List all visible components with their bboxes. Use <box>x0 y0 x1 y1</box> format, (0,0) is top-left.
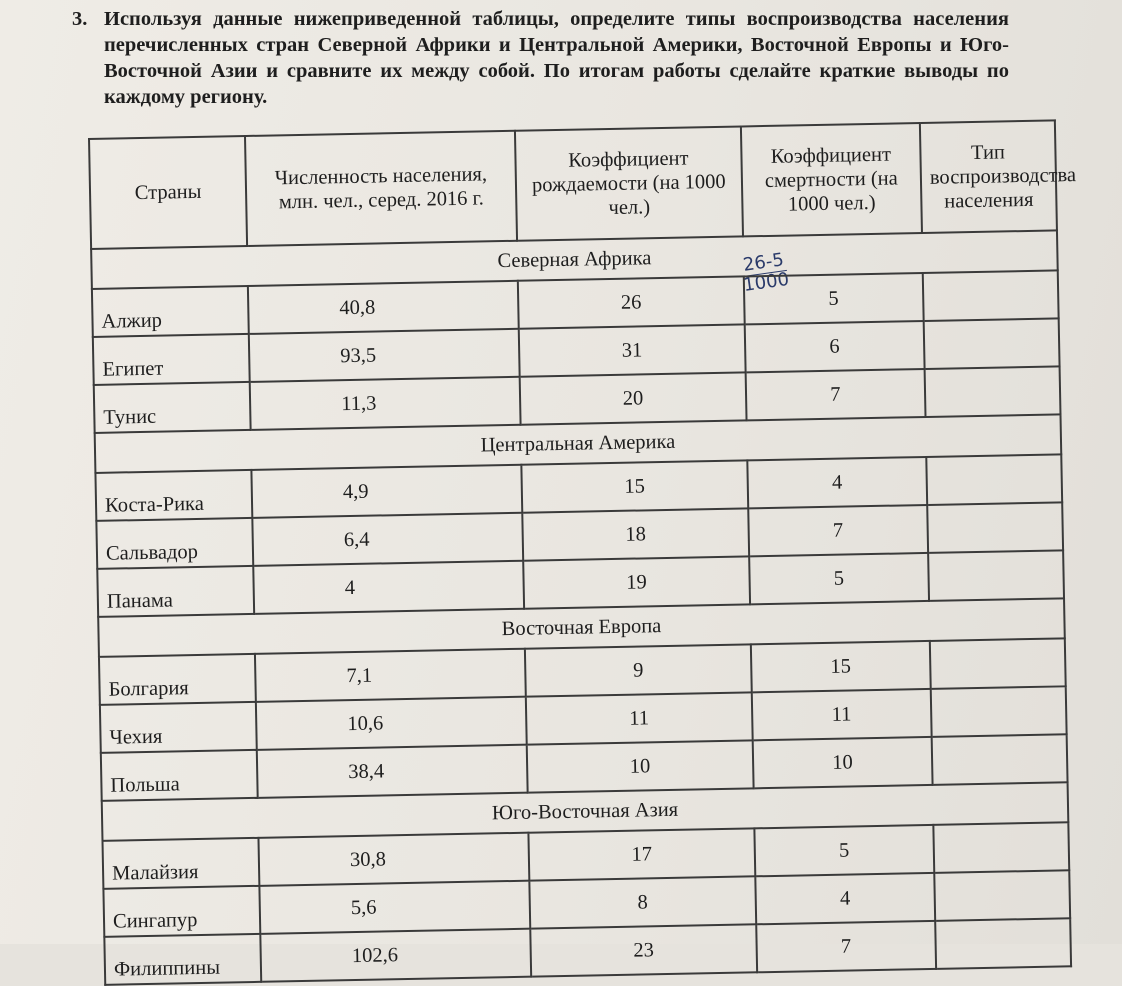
population-cell: 93,5 <box>249 329 520 382</box>
death-rate-cell: 15 <box>751 641 931 692</box>
header-row <box>89 120 1057 249</box>
population-cell: 30,8 <box>259 833 530 886</box>
region-heading: Юго-Восточная Азия <box>102 782 1069 841</box>
reproduction-type-cell <box>925 366 1061 417</box>
birth-rate-cell: 9 <box>525 644 752 696</box>
birth-rate-cell: 10 <box>527 740 754 792</box>
birth-rate-cell: 26 <box>518 276 745 328</box>
task-block <box>72 6 1009 110</box>
death-rate-cell: 11 <box>751 689 931 740</box>
reproduction-type-cell <box>931 686 1067 737</box>
death-rate-cell: 5 <box>754 825 934 876</box>
region-heading: Северная Африка <box>91 230 1058 289</box>
country-cell: Филиппины <box>104 934 261 985</box>
reproduction-type-cell <box>930 638 1066 689</box>
birth-rate-cell: 20 <box>520 372 747 424</box>
header-birth-rate: Коэффициент рождаемости (на 1000 чел.) <box>515 126 743 240</box>
region-heading: Центральная Америка <box>95 414 1062 473</box>
header-reproduction-type: Тип воспроизводства населения <box>920 120 1057 233</box>
country-cell: Польша <box>101 750 258 801</box>
birth-rate-cell: 23 <box>530 924 757 976</box>
death-rate-cell: 4 <box>747 457 927 508</box>
note-numerator: 26-5 <box>741 249 786 276</box>
death-rate-cell: 5 <box>749 553 929 604</box>
country-cell: Болгария <box>99 654 256 705</box>
reproduction-type-cell <box>926 454 1062 505</box>
country-cell: Панама <box>97 566 254 617</box>
population-cell: 5,6 <box>259 881 530 934</box>
note-denominator: 1000 <box>742 268 791 296</box>
birth-rate-cell: 15 <box>521 460 748 512</box>
table-body <box>91 230 1071 984</box>
reproduction-type-cell <box>924 318 1060 369</box>
population-cell: 4 <box>253 561 524 614</box>
task-number: 3. <box>72 8 88 30</box>
task-text: Используя данные нижеприведенной таблицы, определите типы воспроизводства населения перечисленных стран Северной Африки и Центральной Америки, Восточной Европы и Юго-Восточной Азии и сравните их между собой. По итогам работы сделайте краткие выводы по каждому региону. <box>104 8 1009 108</box>
death-rate-cell: 7 <box>756 921 936 972</box>
death-rate-cell: 7 <box>748 505 928 556</box>
population-cell: 40,8 <box>248 281 519 334</box>
population-cell: 6,4 <box>252 513 523 566</box>
birth-rate-cell: 11 <box>526 692 753 744</box>
population-cell: 102,6 <box>260 929 531 982</box>
death-rate-cell: 10 <box>752 737 932 788</box>
country-cell: Чехия <box>100 702 257 753</box>
birth-rate-cell: 19 <box>523 556 750 608</box>
death-rate-cell: 5 <box>743 273 923 324</box>
birth-rate-cell: 18 <box>522 508 749 560</box>
header-country: Страны <box>89 136 247 249</box>
country-cell: Малайзия <box>102 838 259 889</box>
birth-rate-cell: 17 <box>528 828 755 880</box>
population-cell: 38,4 <box>257 745 528 798</box>
population-cell: 10,6 <box>256 697 527 750</box>
reproduction-type-cell <box>927 502 1063 553</box>
country-cell: Коста-Рика <box>95 470 252 521</box>
country-cell: Алжир <box>92 286 249 337</box>
birth-rate-cell: 31 <box>519 324 746 376</box>
death-rate-cell: 6 <box>744 321 924 372</box>
reproduction-type-cell <box>923 270 1059 321</box>
country-cell: Тунис <box>94 382 251 433</box>
reproduction-type-cell <box>932 734 1068 785</box>
death-rate-cell: 4 <box>755 873 935 924</box>
reproduction-type-cell <box>933 822 1069 873</box>
country-cell: Сальвадор <box>96 518 253 569</box>
country-cell: Сингапур <box>103 886 260 937</box>
population-cell: 11,3 <box>250 377 521 430</box>
death-rate-cell: 7 <box>745 369 925 420</box>
population-cell: 7,1 <box>255 649 526 702</box>
table-wrapper <box>88 119 1104 986</box>
region-heading: Восточная Европа <box>98 598 1065 657</box>
country-cell: Египет <box>93 334 250 385</box>
header-population: Численность населения, млн. чел., серед. 2016 г. <box>245 131 517 246</box>
demography-table <box>88 119 1077 985</box>
birth-rate-cell: 8 <box>529 876 756 928</box>
reproduction-type-cell <box>934 870 1070 921</box>
header-death-rate: Коэффициент смертности (на 1000 чел.) <box>741 123 922 236</box>
population-cell: 4,9 <box>251 465 522 518</box>
reproduction-type-cell <box>928 550 1064 601</box>
